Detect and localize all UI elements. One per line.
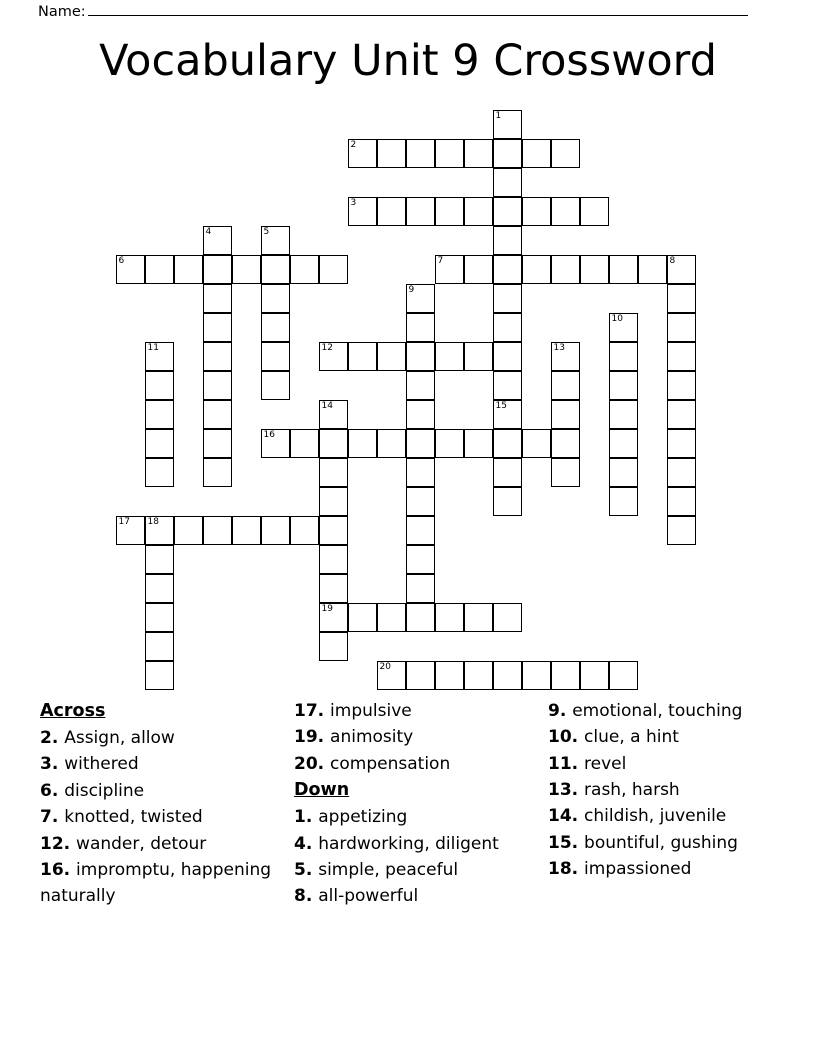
clue-item: [548, 856, 780, 882]
grid-cell[interactable]: [435, 197, 464, 226]
grid-cell[interactable]: [290, 255, 319, 284]
grid-cell-number: 15: [495, 401, 507, 411]
grid-cell[interactable]: [435, 139, 464, 168]
grid-cell[interactable]: [667, 458, 696, 487]
grid-cell[interactable]: [464, 197, 493, 226]
clue-number: 12.: [40, 833, 77, 854]
grid-cell-number: 12: [321, 343, 333, 353]
grid-cell[interactable]: [319, 603, 348, 632]
grid-cell[interactable]: [290, 516, 319, 545]
grid-cell[interactable]: [377, 139, 406, 168]
grid-cell[interactable]: [609, 487, 638, 516]
clue-text: appetizing: [318, 807, 408, 828]
clue-text: all-powerful: [318, 886, 419, 907]
across-heading: Across: [40, 701, 106, 721]
grid-cell-number: 18: [147, 517, 159, 527]
grid-cell[interactable]: [493, 661, 522, 690]
grid-cell[interactable]: [203, 400, 232, 429]
grid-cell[interactable]: [406, 603, 435, 632]
grid-cell-number: 9: [408, 285, 415, 295]
grid-cell[interactable]: [667, 487, 696, 516]
clue-text: rash, harsh: [584, 780, 680, 801]
grid-cell-number: 13: [553, 343, 565, 353]
grid-cell[interactable]: [667, 342, 696, 371]
grid-cell[interactable]: [435, 661, 464, 690]
grid-cell[interactable]: [435, 603, 464, 632]
grid-cell[interactable]: [551, 661, 580, 690]
grid-cell-number: 6: [118, 256, 125, 266]
grid-cell[interactable]: [522, 139, 551, 168]
grid-cell[interactable]: [493, 429, 522, 458]
clue-text: bountiful, gushing: [584, 832, 738, 853]
grid-cell[interactable]: [348, 342, 377, 371]
grid-cell[interactable]: [493, 139, 522, 168]
grid-cell[interactable]: [580, 197, 609, 226]
grid-cell[interactable]: [319, 545, 348, 574]
grid-cell[interactable]: [551, 458, 580, 487]
grid-cell[interactable]: [348, 197, 377, 226]
clue-text: wander, detour: [76, 833, 207, 854]
grid-cell[interactable]: [464, 139, 493, 168]
clue-item: [294, 831, 526, 857]
grid-cell-number: 5: [263, 227, 270, 237]
clue-text: withered: [64, 754, 139, 775]
grid-cell[interactable]: [203, 371, 232, 400]
grid-cell-number: 7: [437, 256, 444, 266]
clue-item: [294, 804, 526, 830]
grid-cell[interactable]: [522, 429, 551, 458]
grid-cell[interactable]: [667, 284, 696, 313]
grid-cell[interactable]: [667, 371, 696, 400]
grid-cell[interactable]: [319, 574, 348, 603]
grid-cell[interactable]: [377, 429, 406, 458]
clue-text: discipline: [64, 780, 145, 801]
grid-cell[interactable]: [522, 255, 551, 284]
grid-cell[interactable]: [203, 313, 232, 342]
grid-cell[interactable]: [203, 458, 232, 487]
clue-text: simple, peaceful: [318, 859, 459, 880]
grid-cell[interactable]: [348, 603, 377, 632]
grid-cell[interactable]: [145, 661, 174, 690]
clue-text: impassioned: [584, 859, 692, 880]
grid-cell[interactable]: [406, 458, 435, 487]
grid-cell[interactable]: [261, 342, 290, 371]
grid-cell[interactable]: [145, 255, 174, 284]
grid-cell[interactable]: [667, 255, 696, 284]
grid-cell[interactable]: [551, 371, 580, 400]
grid-cell-number: 19: [321, 604, 333, 614]
grid-cell[interactable]: [667, 429, 696, 458]
grid-cell[interactable]: [406, 487, 435, 516]
grid-cell[interactable]: [551, 429, 580, 458]
grid-cell[interactable]: [319, 400, 348, 429]
grid-cell[interactable]: [203, 255, 232, 284]
grid-cell[interactable]: [464, 429, 493, 458]
grid-cell[interactable]: [493, 487, 522, 516]
clue-number: 7.: [40, 807, 65, 828]
grid-cell[interactable]: [493, 284, 522, 313]
grid-cell[interactable]: [609, 255, 638, 284]
clue-text: compensation: [330, 753, 451, 774]
clue-number: 6.: [40, 780, 65, 801]
grid-cell[interactable]: [406, 197, 435, 226]
grid-cell[interactable]: [319, 255, 348, 284]
grid-cell[interactable]: [493, 458, 522, 487]
grid-cell[interactable]: [203, 342, 232, 371]
grid-cell[interactable]: [406, 371, 435, 400]
grid-cell-number: 1: [495, 111, 502, 121]
clue-number: 4.: [294, 833, 319, 854]
grid-cell-number: 17: [118, 517, 130, 527]
grid-cell[interactable]: [377, 661, 406, 690]
clue-item: [40, 725, 272, 751]
grid-cell[interactable]: [203, 516, 232, 545]
grid-cell[interactable]: [406, 574, 435, 603]
clue-number: 5.: [294, 859, 319, 880]
clue-item: [40, 831, 272, 857]
grid-cell[interactable]: [493, 110, 522, 139]
grid-cell[interactable]: [609, 458, 638, 487]
clue-text: clue, a hint: [584, 727, 679, 748]
grid-cell[interactable]: [145, 342, 174, 371]
grid-cell[interactable]: [406, 284, 435, 313]
grid-cell[interactable]: [551, 255, 580, 284]
grid-cell[interactable]: [319, 342, 348, 371]
grid-cell[interactable]: [377, 197, 406, 226]
grid-cell[interactable]: [145, 632, 174, 661]
grid-cell[interactable]: [493, 371, 522, 400]
grid-cell[interactable]: [406, 400, 435, 429]
grid-cell[interactable]: [406, 313, 435, 342]
clue-item: [294, 698, 526, 724]
clue-item: [548, 830, 780, 856]
clue-number: 17.: [294, 701, 331, 721]
grid-cell[interactable]: [493, 603, 522, 632]
clue-item: [548, 803, 780, 829]
clue-item: [40, 857, 272, 910]
grid-cell[interactable]: [609, 342, 638, 371]
grid-cell[interactable]: [145, 574, 174, 603]
grid-cell[interactable]: [551, 400, 580, 429]
grid-cell[interactable]: [145, 516, 174, 545]
clue-number: 3.: [40, 754, 65, 775]
clue-number: 14.: [548, 806, 585, 827]
grid-cell[interactable]: [493, 313, 522, 342]
clue-item: [294, 883, 526, 909]
grid-cell[interactable]: [435, 342, 464, 371]
grid-cell-number: 8: [669, 256, 676, 266]
down-heading: Down: [294, 780, 350, 801]
clue-number: 13.: [548, 780, 585, 801]
grid-cell[interactable]: [435, 429, 464, 458]
clue-number: 16.: [40, 859, 77, 880]
clue-number: 2.: [40, 728, 65, 749]
clue-text: impulsive: [330, 701, 412, 721]
grid-cell[interactable]: [203, 429, 232, 458]
grid-cell[interactable]: [493, 400, 522, 429]
grid-cell[interactable]: [232, 516, 261, 545]
clue-item: [294, 857, 526, 883]
clue-text: hardworking, diligent: [318, 833, 499, 854]
grid-cell[interactable]: [406, 429, 435, 458]
grid-cell[interactable]: [145, 545, 174, 574]
grid-cell[interactable]: [667, 313, 696, 342]
clue-item: [40, 778, 272, 804]
grid-cell[interactable]: [377, 342, 406, 371]
grid-cell[interactable]: [493, 226, 522, 255]
clue-number: 11.: [548, 753, 585, 774]
grid-cell[interactable]: [145, 458, 174, 487]
grid-cell[interactable]: [609, 429, 638, 458]
clue-text: impromptu, happening naturally: [40, 859, 272, 907]
grid-cell[interactable]: [551, 139, 580, 168]
grid-cell[interactable]: [319, 458, 348, 487]
grid-cell[interactable]: [406, 661, 435, 690]
grid-cell[interactable]: [406, 516, 435, 545]
clue-item: [294, 724, 526, 750]
grid-cell[interactable]: [609, 661, 638, 690]
grid-cell[interactable]: [522, 197, 551, 226]
grid-cell-number: 10: [611, 314, 623, 324]
name-label: Name:: [38, 4, 86, 20]
grid-cell[interactable]: [290, 429, 319, 458]
grid-cell[interactable]: [145, 371, 174, 400]
clue-list: [40, 698, 780, 910]
clue-item: [40, 804, 272, 830]
page-title: Vocabulary Unit 9 Crossword: [99, 36, 717, 86]
clue-number: 9.: [548, 701, 573, 721]
grid-cell[interactable]: [348, 139, 377, 168]
clue-text: emotional, touching: [572, 701, 743, 721]
grid-cell[interactable]: [174, 255, 203, 284]
grid-cell[interactable]: [261, 255, 290, 284]
clue-number: 20.: [294, 753, 331, 774]
grid-cell[interactable]: [261, 226, 290, 255]
grid-cell[interactable]: [667, 400, 696, 429]
clue-item: [548, 724, 780, 750]
grid-cell[interactable]: [609, 313, 638, 342]
grid-cell[interactable]: [319, 429, 348, 458]
clue-number: 18.: [548, 859, 585, 880]
grid-cell[interactable]: [522, 661, 551, 690]
grid-cell[interactable]: [493, 342, 522, 371]
clue-text: Assign, allow: [64, 728, 175, 749]
grid-cell[interactable]: [377, 603, 406, 632]
grid-cell[interactable]: [261, 371, 290, 400]
grid-cell[interactable]: [406, 545, 435, 574]
grid-cell[interactable]: [464, 661, 493, 690]
grid-cell[interactable]: [348, 429, 377, 458]
grid-cell[interactable]: [464, 603, 493, 632]
clue-number: 1.: [294, 807, 319, 828]
grid-cell-number: 14: [321, 401, 333, 411]
grid-cell[interactable]: [116, 516, 145, 545]
grid-cell-number: 20: [379, 662, 391, 672]
grid-cell[interactable]: [261, 429, 290, 458]
clue-text: animosity: [330, 727, 414, 748]
grid-cell[interactable]: [145, 400, 174, 429]
grid-cell-number: 2: [350, 140, 357, 150]
grid-cell[interactable]: [145, 429, 174, 458]
clue-number: 19.: [294, 727, 331, 748]
clue-item: [294, 751, 526, 777]
grid-cell[interactable]: [609, 400, 638, 429]
grid-cell[interactable]: [580, 661, 609, 690]
grid-cell[interactable]: [493, 197, 522, 226]
grid-cell[interactable]: [551, 197, 580, 226]
grid-cell[interactable]: [464, 342, 493, 371]
grid-cell[interactable]: [609, 371, 638, 400]
grid-cell[interactable]: [174, 516, 203, 545]
clue-item: [548, 777, 780, 803]
grid-cell[interactable]: [203, 226, 232, 255]
grid-cell[interactable]: [406, 139, 435, 168]
clue-text: childish, juvenile: [584, 806, 727, 827]
grid-cell[interactable]: [464, 255, 493, 284]
grid-cell-number: 16: [263, 430, 275, 440]
grid-cell[interactable]: [435, 255, 464, 284]
grid-cell-number: 11: [147, 343, 159, 353]
grid-cell[interactable]: [261, 284, 290, 313]
clue-text: revel: [584, 753, 627, 774]
clue-item: [548, 698, 780, 724]
grid-cell[interactable]: [493, 168, 522, 197]
grid-cell[interactable]: [319, 632, 348, 661]
grid-cell-number: 4: [205, 227, 212, 237]
grid-cell[interactable]: [493, 255, 522, 284]
clue-number: 10.: [548, 727, 585, 748]
grid-cell[interactable]: [319, 516, 348, 545]
grid-cell[interactable]: [203, 284, 232, 313]
grid-cell-number: 3: [350, 198, 357, 208]
grid-cell[interactable]: [580, 255, 609, 284]
grid-cell[interactable]: [638, 255, 667, 284]
grid-cell[interactable]: [232, 255, 261, 284]
grid-cell[interactable]: [406, 342, 435, 371]
grid-cell[interactable]: [551, 342, 580, 371]
clue-item: [548, 751, 780, 777]
clue-item: [40, 751, 272, 777]
grid-cell[interactable]: [319, 487, 348, 516]
grid-cell[interactable]: [116, 255, 145, 284]
clue-number: 8.: [294, 886, 319, 907]
clue-number: 15.: [548, 832, 585, 853]
clue-text: knotted, twisted: [64, 807, 203, 828]
grid-cell[interactable]: [145, 603, 174, 632]
grid-cell[interactable]: [667, 516, 696, 545]
grid-cell[interactable]: [261, 313, 290, 342]
grid-cell[interactable]: [261, 516, 290, 545]
